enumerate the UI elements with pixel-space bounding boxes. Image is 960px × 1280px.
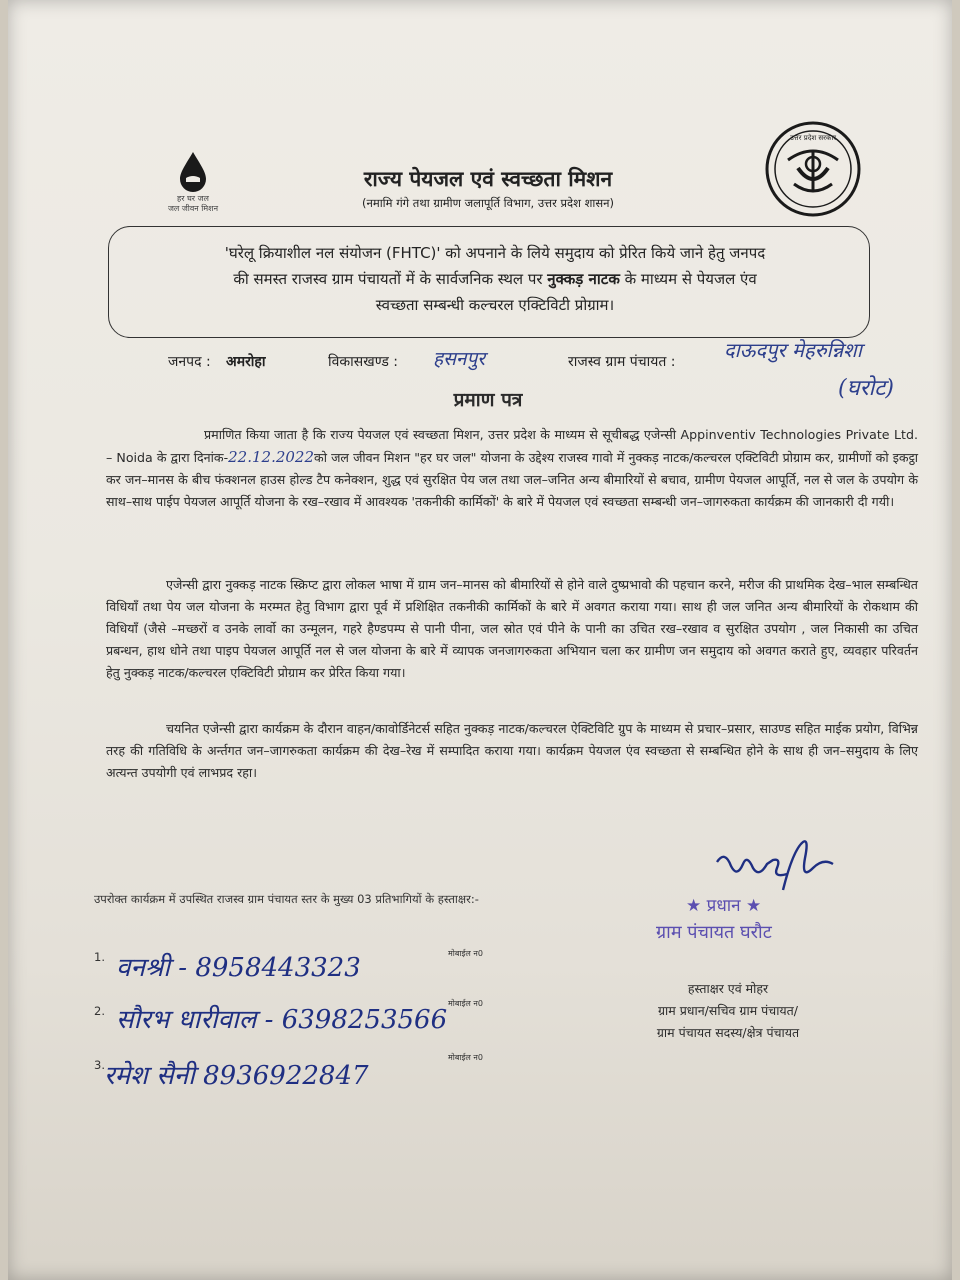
district-label: जनपद : xyxy=(168,354,211,370)
seal-text: उत्तर प्रदेश सरकार xyxy=(789,134,837,142)
pradhan-signature xyxy=(713,840,843,900)
participant-entry-2: सौरभ धारीवाल - 6398253566 xyxy=(116,1005,448,1035)
p1-text-a: प्रमाणित किया जाता है कि राज्य पेयजल एवं स्वच्छता मिशन, उत्तर प्रदेश के माध्यम से सूचीबद्ध एजेन्सी Appinventiv Technologies Private Ltd. – Noida के द्वारा दिनांक- xyxy=(106,427,918,465)
mission-subtitle: (नमामि गंगे तथा ग्रामीण जलापूर्ति विभाग, उत्तर प्रदेश शासन) xyxy=(361,196,615,210)
har-ghar-jal-logo xyxy=(148,150,238,230)
mobile-label-3: मोबाईल न0 xyxy=(448,1053,483,1062)
logo-text-1: हर घर जल xyxy=(177,194,209,203)
entry-num-1: 1. xyxy=(94,950,105,964)
document-page xyxy=(8,0,952,1280)
participant-entry-3: रमेश सैनी 8936922847 xyxy=(104,1061,369,1091)
notice-line-3: स्वच्छता सम्बन्धी कल्चरल एक्टिविटी प्रोग्राम। xyxy=(375,296,615,314)
certificate-title: प्रमाण पत्र xyxy=(453,389,523,411)
notice-line-2a: की समस्त राजस्व ग्राम पंचायतों में के सार्वजनिक स्थल पर xyxy=(233,270,548,288)
mission-title: राज्य पेयजल एवं स्वच्छता मिशन xyxy=(363,167,613,191)
logo-text-2: जल जीवन मिशन xyxy=(167,204,219,213)
paragraph-1 xyxy=(106,424,918,513)
notice-text xyxy=(130,240,860,318)
notice-line-1: 'घरेलू क्रियाशील नल संयोजन (FHTC)' को अपनाने के लिये समुदाय को प्रेरित किये जाने हेतु जनपद xyxy=(224,244,766,262)
district-value: अमरोहा xyxy=(226,354,266,370)
stamp-pradhan: ★ प्रधान ★ xyxy=(686,896,762,916)
notice-line-2b: के माध्यम से पेयजल एंव xyxy=(619,270,757,288)
panchayat-extra: (घरोट) xyxy=(838,376,894,401)
notice-line-2 xyxy=(130,266,860,292)
water-drop-icon xyxy=(176,150,210,194)
paragraph-2: एजेन्सी द्वारा नुक्कड़ नाटक स्क्रिप्ट द्वारा लोकल भाषा में ग्राम जन–मानस को बीमारियों से होने वाले दुष्प्रभावो की पहचान करने, मरीज की प्राथमिक देख–भाल सम्बन्धित विधियाँ तथा पेय जल योजना के मरम्मत हेतु विभाग द्वारा पूर्व में प्रशिक्षित तकनीकी कार्मिकों के बारे में अवगत कराया गया। साथ ही जल जनित अन्य बीमारियों के रोकथाम की विधियाँ (जैसे –मच्छरों व उनके लार्वो का उन्मूलन, गहरे हैण्डपम्प से पानी पीना, जल स्रोत एवं पीने के पानी का उचित रख–रखाव व सुरक्षित उपयोग , जल निकासी का उचित प्रबन्धन, हाथ धोने तथा पाइप पेयजल आपूर्ति नल से जल योजना के बारे में व्यापक जनजागरुकता अभियान चला कर ग्रामीण जन समुदाय को अवगत कराते हुए, व्यवहार परिवर्तन हेतु नुक्कड़ नाटक/कल्चरल एक्टिविटी प्रोग्राम कर प्रेरित किया गया। xyxy=(106,577,918,680)
paragraph-3: चयनित एजेन्सी द्वारा कार्यक्रम के दौरान वाहन/कावोर्डिनेटर्स सहित नुक्कड़ नाटक/कल्चरल ऐक्टिविटि ग्रुप के माध्यम से प्रचार–प्रसार, साउण्ड सहित माईक प्रयोग, विभिन्न तरह की गतिविधि के अर्न्तगत जन–जागरुकता कार्यक्रम की देख–रेख में सम्पादित कराया गया। कार्यक्रम पेयजल एंव स्वच्छता से सम्बन्धित होने के साथ ही जन–समुदाय के लिए अत्यन्त उपयोगी एवं लाभप्रद रहा। xyxy=(106,721,918,780)
entry-num-3: 3. xyxy=(94,1058,105,1072)
participant-entry-1: वनश्री - 8958443323 xyxy=(116,953,361,983)
caption-sign-seal: हस्ताक्षर एवं मोहर xyxy=(687,981,769,996)
entry-num-2: 2. xyxy=(94,1004,105,1018)
mobile-label-2: मोबाईल न0 xyxy=(448,999,483,1008)
caption-member: ग्राम पंचायत सदस्य/क्षेत्र पंचायत xyxy=(656,1025,800,1040)
signatory-captions xyxy=(618,978,838,1044)
stamp-gram-panchayat: ग्राम पंचायत घरौट xyxy=(656,922,772,943)
caption-pradhan-sachiv: ग्राम प्रधान/सचिव ग्राम पंचायत/ xyxy=(657,1003,799,1018)
participants-intro: उपरोक्त कार्यक्रम में उपस्थित राजस्व ग्राम पंचायत स्तर के मुख्य 03 प्रतिभागियों के हस्ताक्षर:- xyxy=(94,892,479,906)
mobile-label-1: मोबाईल न0 xyxy=(448,949,483,958)
panchayat-label: राजस्व ग्राम पंचायत : xyxy=(568,354,676,370)
notice-bold: नुक्कड़ नाटक xyxy=(547,270,620,288)
block-label: विकासखण्ड : xyxy=(328,354,399,370)
block-value: हसनपुर xyxy=(433,348,486,370)
up-government-seal-icon xyxy=(760,120,866,218)
p1-text-b: को जल जीवन मिशन "हर घर जल" योजना के उद्देश्य राजस्व गावो में नुक्कड़ नाटक/कल्चरल एक्टिविटी प्रोग्राम कर, ग्रामीणों को इकट्ठा कर जन–मानस के बीच फंक्शनल हाउस होल्ड टैप कनेक्शन, शुद्ध एवं सुरक्षित पेय जल तथा जल–जनित अन्य बीमारियों से बचाव, ग्रामीण पेयजल आपूर्ति, नल से जल के उपयोग के साथ–साथ पाईप पेयजल आपूर्ति योजना के रख–रखाव में आवश्यक 'तकनीकी कार्मिकों' के बारे में पेयजल एवं स्वच्छता सम्बन्धी जन–जागरुकता कार्यक्रम की जानकारी दी गयी। xyxy=(106,450,918,509)
panchayat-value: दाऊदपुर मेहरुन्निशा xyxy=(724,338,862,362)
p1-date: 22.12.2022 xyxy=(228,448,315,466)
